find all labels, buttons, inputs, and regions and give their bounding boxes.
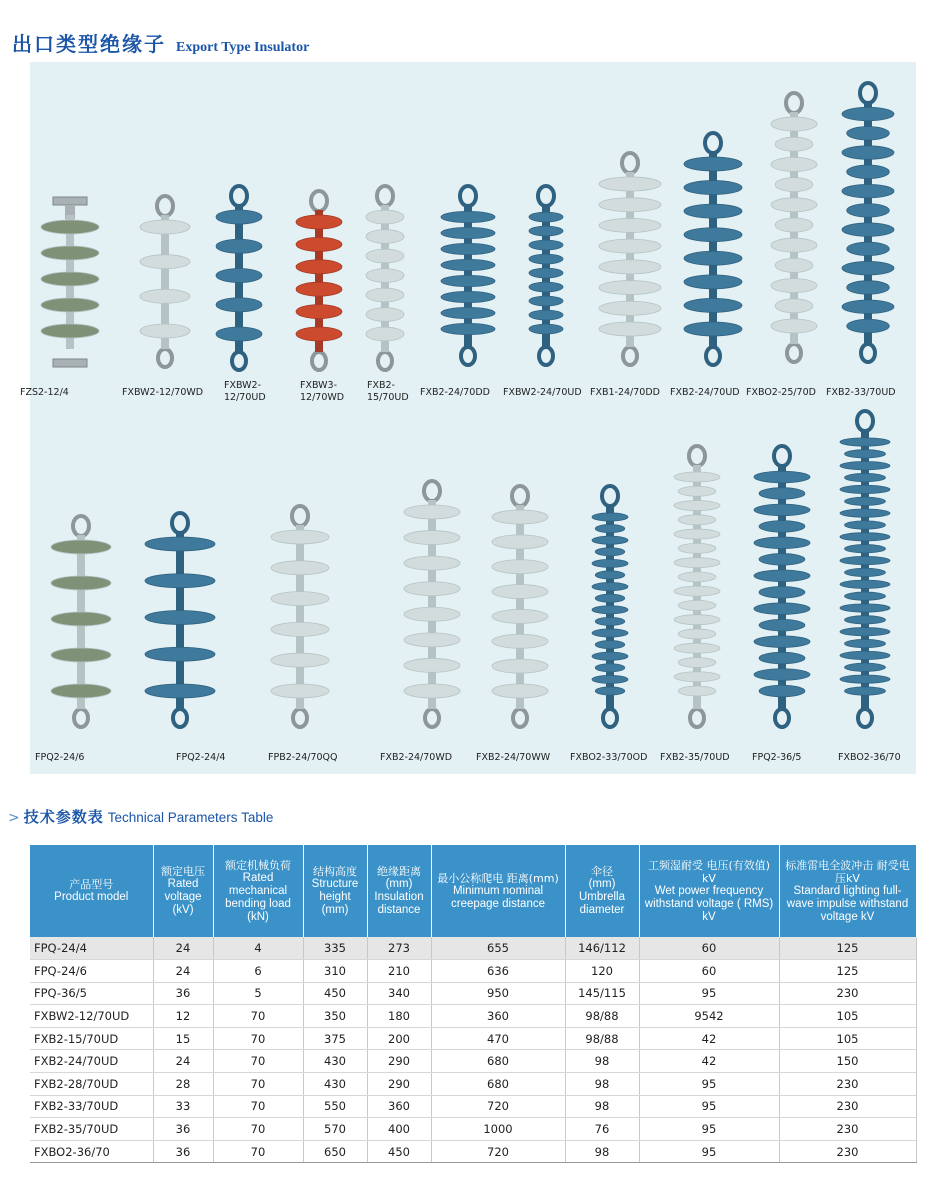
column-header — [213, 845, 303, 937]
table-cell: 570 — [303, 1118, 367, 1141]
table-cell: 335 — [303, 937, 367, 960]
insulator-label: FXBW2-12/70WD — [122, 387, 204, 398]
table-cell: 400 — [367, 1118, 431, 1141]
table-cell: 360 — [431, 1005, 565, 1028]
table-row — [30, 1095, 916, 1118]
column-header-en: Rated voltage (kV) — [164, 878, 202, 916]
insulator-label: FXBW2-24/70UD — [503, 387, 582, 398]
table-cell: FXB2-15/70UD — [30, 1027, 153, 1050]
table-cell: 28 — [153, 1073, 213, 1096]
table-cell: 650 — [303, 1140, 367, 1163]
table-cell: 230 — [779, 1140, 916, 1163]
insulator-label: FXBO2-25/70D — [746, 387, 816, 398]
table-cell: 42 — [639, 1050, 779, 1073]
table-row — [30, 982, 916, 1005]
table-cell: FXB2-28/70UD — [30, 1073, 153, 1096]
insulator-label: FPQ2-24/4 — [176, 752, 226, 763]
table-cell: 98 — [565, 1050, 639, 1073]
column-header — [779, 845, 916, 937]
table-cell: 450 — [367, 1140, 431, 1163]
table-cell: 9542 — [639, 1005, 779, 1028]
insulator-label: FXB2-24/70DD — [420, 387, 490, 398]
table-cell: 70 — [213, 1140, 303, 1163]
insulator-label: FXBO2-33/70OD — [570, 752, 648, 763]
column-header-cn: 绝缘距离 — [377, 865, 421, 878]
table-cell: 6 — [213, 960, 303, 983]
column-header — [639, 845, 779, 937]
insulator-label: FPQ2-36/5 — [752, 752, 802, 763]
table-body — [30, 937, 916, 1163]
technical-parameters-table — [30, 845, 917, 1163]
insulator-label: FXB2-24/70WD — [380, 752, 453, 763]
table-row — [30, 1118, 916, 1141]
table-cell: 98 — [565, 1073, 639, 1096]
column-header-en: Product model — [54, 891, 129, 903]
table-heading-en: Technical Parameters Table — [107, 810, 274, 825]
table-cell: 36 — [153, 1118, 213, 1141]
table-cell: 146/112 — [565, 937, 639, 960]
heading-en: Export Type Insulator — [176, 40, 310, 55]
table-cell: 150 — [779, 1050, 916, 1073]
insulator-label: FXB2-24/70WW — [476, 752, 551, 763]
table-cell: 720 — [431, 1095, 565, 1118]
insulator-illustration — [30, 62, 916, 774]
table-cell: 70 — [213, 1027, 303, 1050]
table-cell: FXBW2-12/70UD — [30, 1005, 153, 1028]
table-cell: 5 — [213, 982, 303, 1005]
table-cell: 98/88 — [565, 1027, 639, 1050]
table-cell: 76 — [565, 1118, 639, 1141]
insulator-catalog — [20, 62, 916, 774]
column-header-en: Rated mechanical bending load (kN) — [225, 871, 291, 923]
table-cell: 273 — [367, 937, 431, 960]
table-cell: 310 — [303, 960, 367, 983]
table-cell: 70 — [213, 1118, 303, 1141]
column-header-en: Minimum nominal creepage distance — [451, 884, 545, 910]
table-cell: 42 — [639, 1027, 779, 1050]
insulator-label: FXBW3- 12/70WD — [300, 380, 345, 403]
column-header-en: (mm) Insulation distance — [374, 878, 424, 916]
column-header — [367, 845, 431, 937]
column-header-en: Standard lighting full-wave impulse withstand voltage kV — [786, 884, 909, 923]
column-header-cn: 标准雷电全波冲击 耐受电压kV — [785, 858, 910, 885]
table-cell: FXB2-33/70UD — [30, 1095, 153, 1118]
table-row — [30, 1005, 916, 1028]
column-header-cn: 额定电压 — [161, 865, 205, 878]
table-cell: 15 — [153, 1027, 213, 1050]
table-cell: 98/88 — [565, 1005, 639, 1028]
table-cell: 360 — [367, 1095, 431, 1118]
table-cell: FXBO2-36/70 — [30, 1140, 153, 1163]
table-row — [30, 1050, 916, 1073]
insulator-label: FXB2- 15/70UD — [367, 380, 409, 403]
table-cell: 24 — [153, 937, 213, 960]
table-cell: 210 — [367, 960, 431, 983]
table-cell: 98 — [565, 1095, 639, 1118]
insulator-label: FXB2-33/70UD — [826, 387, 896, 398]
chevron-right-icon: > — [8, 810, 20, 826]
table-cell: 105 — [779, 1005, 916, 1028]
table-cell: 680 — [431, 1073, 565, 1096]
table-header-row — [30, 845, 916, 937]
table-cell: FXB2-24/70UD — [30, 1050, 153, 1073]
table-cell: 12 — [153, 1005, 213, 1028]
column-header-cn: 伞径 — [591, 865, 613, 878]
table-cell: 290 — [367, 1050, 431, 1073]
column-header — [431, 845, 565, 937]
table-cell: 350 — [303, 1005, 367, 1028]
table-row — [30, 960, 916, 983]
column-header-cn: 额定机械负荷 — [225, 858, 291, 872]
insulator-label: FPQ2-24/6 — [35, 752, 85, 763]
table-cell: 105 — [779, 1027, 916, 1050]
table-cell: 4 — [213, 937, 303, 960]
table-row — [30, 1073, 916, 1096]
table-cell: 24 — [153, 960, 213, 983]
column-header-cn: 工频湿耐受 电压(有效值) kV — [647, 858, 771, 885]
table-cell: 70 — [213, 1050, 303, 1073]
table-cell: 36 — [153, 982, 213, 1005]
table-cell: 95 — [639, 1140, 779, 1163]
table-cell: 200 — [367, 1027, 431, 1050]
table-cell: 95 — [639, 1095, 779, 1118]
insulator-label: FXB2-35/70UD — [660, 752, 730, 763]
table-cell: 636 — [431, 960, 565, 983]
table-cell: 655 — [431, 937, 565, 960]
column-header-en: Wet power frequency withstand voltage ( RMS) kV — [644, 884, 774, 923]
table-cell: 95 — [639, 982, 779, 1005]
table-cell: 430 — [303, 1050, 367, 1073]
table-cell: 95 — [639, 1118, 779, 1141]
insulator-label: FXBW2- 12/70UD — [224, 380, 266, 403]
table-cell: 230 — [779, 982, 916, 1005]
table-cell: 180 — [367, 1005, 431, 1028]
table-cell: 340 — [367, 982, 431, 1005]
table-cell: 33 — [153, 1095, 213, 1118]
column-header-cn: 结构高度 — [313, 865, 357, 878]
table-cell: 70 — [213, 1005, 303, 1028]
table-cell: 70 — [213, 1073, 303, 1096]
table-cell: 720 — [431, 1140, 565, 1163]
table-cell: FPQ-36/5 — [30, 982, 153, 1005]
column-header — [565, 845, 639, 937]
table-cell: 470 — [431, 1027, 565, 1050]
insulator-label: FPB2-24/70QQ — [268, 752, 338, 763]
table-cell: 98 — [565, 1140, 639, 1163]
insulator-label: FZS2-12/4 — [20, 387, 69, 398]
table-cell: 430 — [303, 1073, 367, 1096]
insulator-label: FXB1-24/70DD — [590, 387, 660, 398]
table-cell: FPQ-24/6 — [30, 960, 153, 983]
table-cell: 450 — [303, 982, 367, 1005]
table-row — [30, 1027, 916, 1050]
table-cell: FPQ-24/4 — [30, 937, 153, 960]
table-cell: FXB2-35/70UD — [30, 1118, 153, 1141]
table-cell: 1000 — [431, 1118, 565, 1141]
table-cell: 550 — [303, 1095, 367, 1118]
table-cell: 375 — [303, 1027, 367, 1050]
column-header — [153, 845, 213, 937]
table-section-heading — [8, 806, 273, 830]
table-cell: 680 — [431, 1050, 565, 1073]
page-heading — [12, 28, 309, 58]
insulator-label: FXB2-24/70UD — [670, 387, 740, 398]
table-cell: 125 — [779, 937, 916, 960]
table-cell: 950 — [431, 982, 565, 1005]
column-header-cn: 最小公称爬电 距离(mm) — [437, 871, 559, 885]
table-row — [30, 937, 916, 960]
table-cell: 125 — [779, 960, 916, 983]
table-row — [30, 1140, 916, 1163]
column-header — [30, 845, 153, 937]
column-header-en: (mm) Umbrella diameter — [578, 878, 625, 916]
table-cell: 230 — [779, 1095, 916, 1118]
table-cell: 145/115 — [565, 982, 639, 1005]
insulator-label: FXBO2-36/70 — [838, 752, 901, 763]
table-cell: 120 — [565, 960, 639, 983]
table-cell: 95 — [639, 1073, 779, 1096]
table-cell: 230 — [779, 1118, 916, 1141]
table-cell: 290 — [367, 1073, 431, 1096]
heading-cn: 出口类型绝缘子 — [12, 32, 166, 56]
column-header — [303, 845, 367, 937]
table-cell: 230 — [779, 1073, 916, 1096]
table-cell: 60 — [639, 937, 779, 960]
table-cell: 70 — [213, 1095, 303, 1118]
table-cell: 24 — [153, 1050, 213, 1073]
table-heading-cn: 技术参数表 — [23, 808, 104, 826]
column-header-cn: 产品型号 — [69, 878, 114, 891]
column-header-en: Structure height (mm) — [311, 878, 359, 916]
table-cell: 60 — [639, 960, 779, 983]
table-cell: 36 — [153, 1140, 213, 1163]
